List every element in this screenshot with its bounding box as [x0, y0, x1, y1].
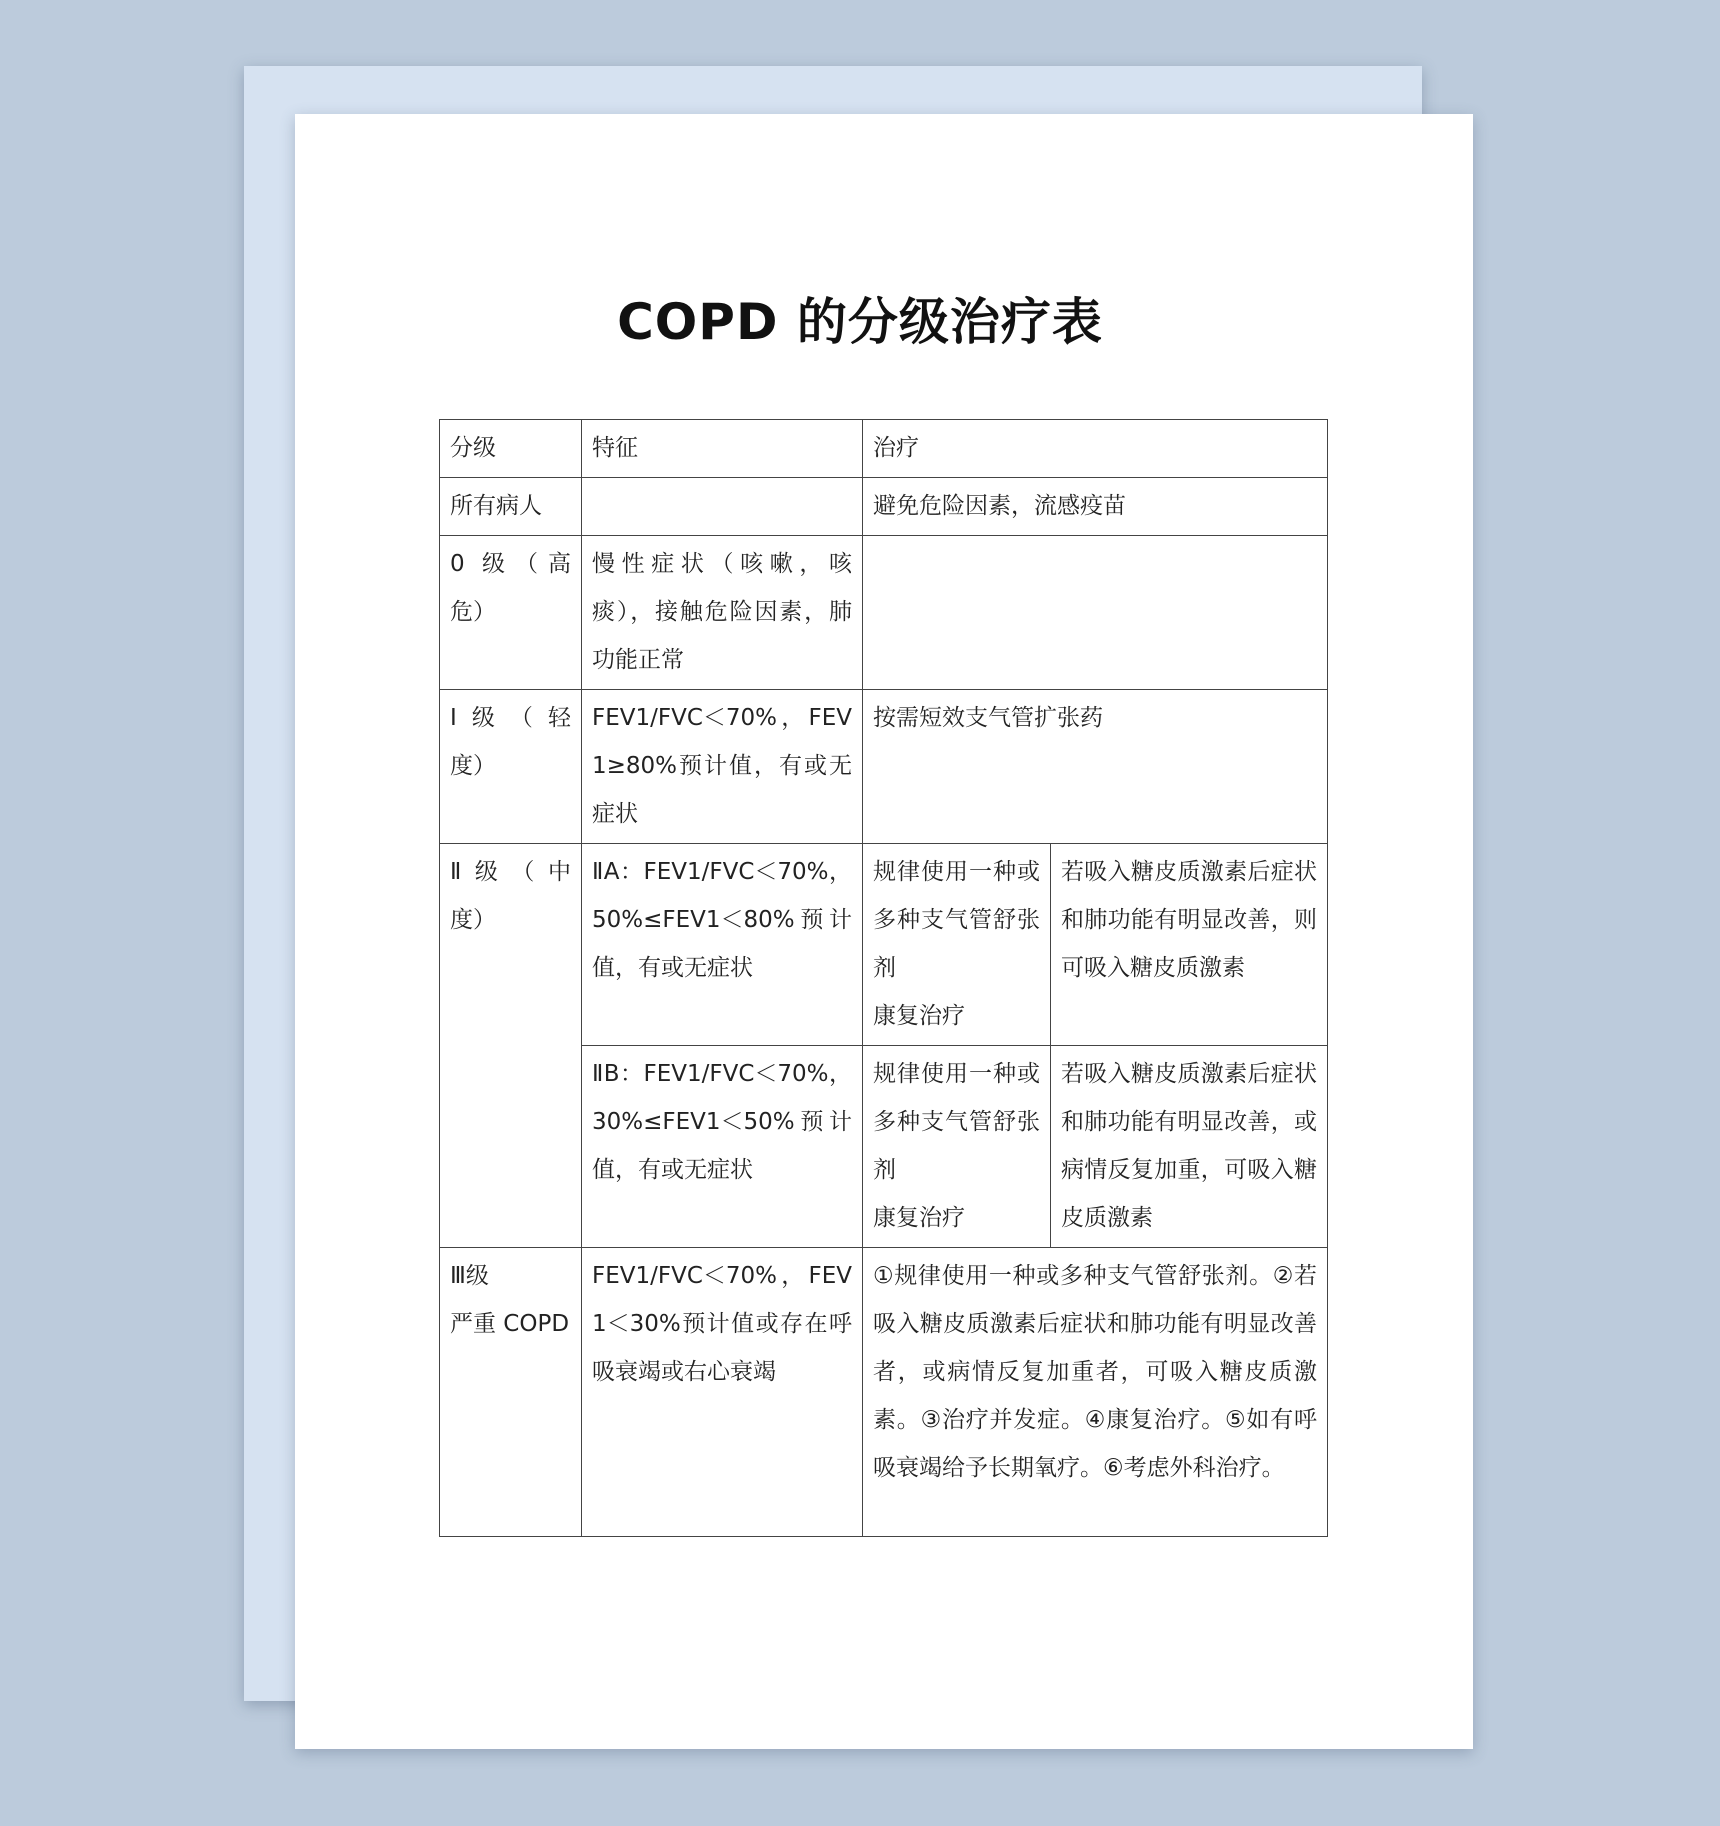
- cell-grade-all: 所有病人: [440, 478, 582, 536]
- cell-treatment-extra-2a: 若吸入糖皮质激素后症状和肺功能有明显改善，则可吸入糖皮质激素: [1051, 844, 1328, 1046]
- cell-treatment-0: [863, 536, 1328, 690]
- table-header-row: [440, 420, 1328, 478]
- cell-features-2a: ⅡA：FEV1/FVC＜70%，50%≤FEV1＜80%预计值，有或无症状: [582, 844, 863, 1046]
- cell-grade-2: Ⅱ 级 （ 中度）: [440, 844, 582, 1248]
- cell-treatment-all: 避免危险因素，流感疫苗: [863, 478, 1328, 536]
- treatment-2b-line1: 规律使用一种或多种支气管舒张剂: [873, 1061, 1040, 1183]
- cell-features-all: [582, 478, 863, 536]
- treatment-2a-line1: 规律使用一种或多种支气管舒张剂: [873, 859, 1040, 981]
- header-features: 特征: [582, 420, 863, 478]
- cell-treatment-2a: [863, 844, 1051, 1046]
- table-row-grade-2a: [440, 844, 1328, 1046]
- cell-features-3: FEV1/FVC＜70%，FEV1＜30%预计值或存在呼吸衰竭或右心衰竭: [582, 1248, 863, 1537]
- copd-grading-table: [439, 419, 1328, 1537]
- header-grade: 分级: [440, 420, 582, 478]
- treatment-2b-line2: 康复治疗: [873, 1205, 965, 1231]
- cell-grade-1: Ⅰ 级 （ 轻度）: [440, 690, 582, 844]
- cell-grade-0: 0 级（高危）: [440, 536, 582, 690]
- cell-features-1: FEV1/FVC＜70%，FEV1≥80%预计值，有或无症状: [582, 690, 863, 844]
- cell-features-0: 慢性症状（咳嗽，咳痰），接触危险因素，肺功能正常: [582, 536, 863, 690]
- table-row-all-patients: [440, 478, 1328, 536]
- table-row-grade-1: [440, 690, 1328, 844]
- grade-3-line1: Ⅲ级: [450, 1263, 489, 1289]
- header-treatment: 治疗: [863, 420, 1328, 478]
- treatment-2a-line2: 康复治疗: [873, 1003, 965, 1029]
- cell-treatment-extra-2b: 若吸入糖皮质激素后症状和肺功能有明显改善，或病情反复加重，可吸入糖皮质激素: [1051, 1046, 1328, 1248]
- cell-treatment-1: 按需短效支气管扩张药: [863, 690, 1328, 844]
- cell-treatment-3: ①规律使用一种或多种支气管舒张剂。②若吸入糖皮质激素后症状和肺功能有明显改善者，或病情反复加重者，可吸入糖皮质激素。③治疗并发症。④康复治疗。⑤如有呼吸衰竭给予长期氧疗。⑥考虑外科治疗。: [863, 1248, 1328, 1537]
- cell-features-2b: ⅡB：FEV1/FVC＜70%，30%≤FEV1＜50%预计值，有或无症状: [582, 1046, 863, 1248]
- table-row-grade-3: [440, 1248, 1328, 1537]
- document-title: COPD 的分级治疗表: [617, 293, 1103, 351]
- cell-grade-3: [440, 1248, 582, 1537]
- cell-treatment-2b: [863, 1046, 1051, 1248]
- grade-3-line2: 严重 COPD: [450, 1311, 570, 1337]
- table-row-grade-0: [440, 536, 1328, 690]
